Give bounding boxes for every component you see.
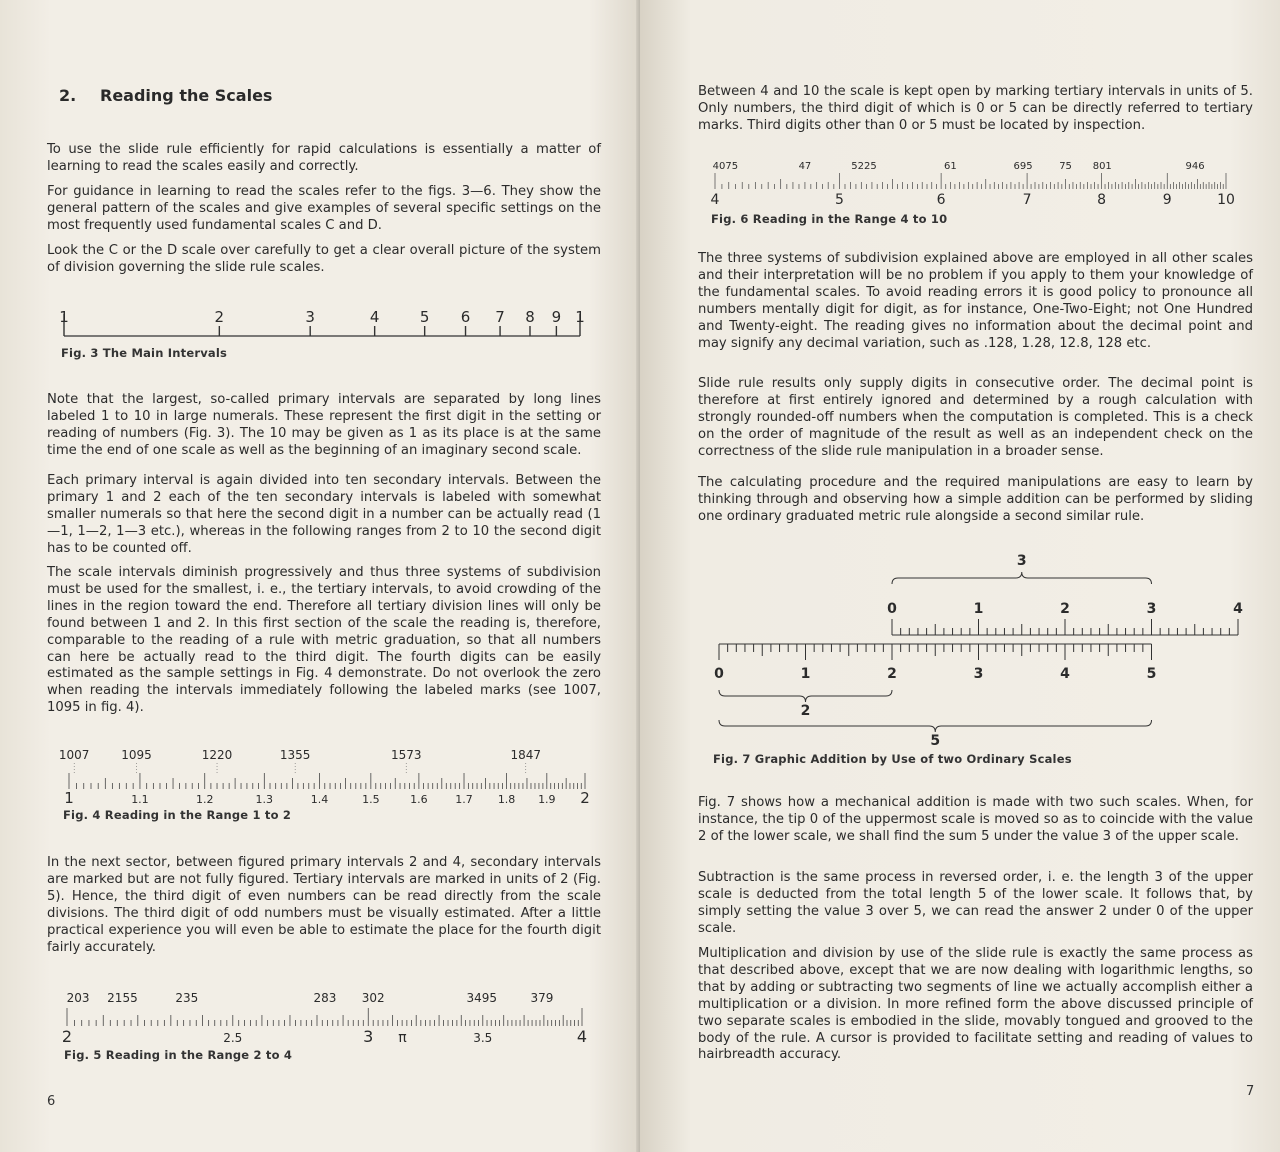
upper-scale-label: 3 [1146,601,1157,617]
sample-setting-label: 1095 [121,748,152,762]
section-title: Reading the Scales [100,86,273,105]
lower-scale-label: 2 [887,666,897,682]
sample-setting-label: 203 [66,991,90,1005]
scale-label: 8 [1097,192,1107,207]
scale-label: 2 [580,789,590,807]
scale-label: 1.1 [131,793,149,806]
figure-5-caption: Fig. 5 Reading in the Range 2 to 4 [64,1048,293,1062]
primary-label: 8 [525,308,535,326]
scale-label: 1.8 [497,793,516,806]
upper-scale-label: 2 [1060,601,1070,617]
brace-upper-length-3 [892,572,1152,584]
scale-label: 3 [363,1027,374,1046]
scale-label: 1.4 [310,793,329,806]
primary-label: 2 [214,308,225,326]
lower-scale-label: 3 [973,666,984,682]
primary-label: 6 [460,308,471,326]
lower-scale-label: 5 [1146,666,1157,682]
paragraph: For guidance in learning to read the scales refer to the figs. 3—6. They show the general pattern of the scales and give examples of several specific settings on the most frequently used fundamental scales C and D. [47,184,601,233]
lower-scale-label: 4 [1060,666,1070,682]
sample-setting-label: 695 [1013,161,1033,172]
paragraph: Note that the largest, so-called primary intervals are separated by long lines labeled 1 to 10 in large numerals. These represent the first digit in the setting or reading of numbers (Fig. 3). The 10 may be given as 1 as its place is at the same time the end of one scale as well as the beginning of an imaginary second scale. [47,392,601,458]
sample-setting-label: 302 [361,991,385,1005]
figure-6-caption: Fig. 6 Reading in the Range 4 to 10 [711,212,948,226]
paragraph: The three systems of subdivision explained above are employed in all other scales and their interpretation will be no problem if you apply to them your knowledge of the fundamental scales. To avoid reading errors it is good policy to pronounce all numbers mentally digit for digit, as for instance, One-Two-Eight; not One Hundred and Twenty-eight. The reading gives no information about the decimal point and may signify any decimal variation, such as .128, 1.28, 12.8, 128 etc. [698,251,1253,351]
figure-3-main-intervals [40,300,600,348]
scale-label: 9 [1162,192,1172,207]
primary-label: 9 [551,308,562,326]
page-number: 6 [47,1094,56,1109]
figure-4-caption: Fig. 4 Reading in the Range 1 to 2 [63,808,292,822]
page-7 [640,0,1280,1152]
brace-label-5: 5 [930,733,941,748]
paragraph: In the next sector, between figured primary intervals 2 and 4, secondary intervals are marked but are not fully figured. Tertiary intervals are marked in units of 2 (Fig. 5). Hence, the third digit of even numbers can be read directly from the scale divisions. The third digit of odd numbers must be visually estimated. After a little practical experience you will even be able to estimate the place for the fourth digit fairly accurately. [47,855,601,955]
scale-label: 2.5 [223,1031,243,1045]
scale-label: 10 [1217,192,1235,207]
primary-label: 4 [369,308,380,326]
upper-scale-label: 0 [887,601,897,617]
scale-label: 1.3 [255,793,274,806]
brace-total-length-5 [719,720,1152,732]
upper-scale-label: 4 [1233,601,1243,617]
scale-label: 1.9 [538,793,556,806]
paragraph: The calculating procedure and the required manipulations are easy to learn by thinking through and observing how a simple addition can be performed by sliding one ordinary graduated metric rule alongside a second similar rule. [698,475,1253,524]
scale-label: 5 [834,192,844,207]
brace-label-2: 2 [800,703,811,719]
sample-setting-label: 5225 [851,161,877,172]
scale-label: 1.6 [410,793,428,806]
sample-setting-label: 3495 [466,991,497,1005]
paragraph: Slide rule results only supply digits in consecutive order. The decimal point is therefore at first entirely ignored and determined by a rough calculation with strongly rounded-off numbers when the computation is completed. This is a check on the order of magnitude of the result as well as an independent check on the correctness of the slide rule manipulation in a broader sense. [698,376,1253,459]
paragraph: Multiplication and division by use of the slide rule is exactly the same process as that described above, except that we are now dealing with logarithmic lengths, so that by adding or subtracting two segments of line we actually accomplish either a multiplication or a division. In more refined form the above discussed principle of two separate scales is embodied in the slide, movably tongued and grooved to the body of the rule. A cursor is provided to facilitate setting and reading of values to hairbreadth accuracy. [698,946,1253,1063]
upper-scale-label: 1 [973,601,984,617]
primary-label: 3 [305,308,315,326]
sample-setting-label: 4075 [712,161,739,172]
scale-label: π [398,1030,407,1046]
primary-label: 7 [495,308,505,326]
sample-setting-label: 1220 [201,748,233,762]
scale-label: 4 [710,192,720,207]
scale-label: 4 [576,1027,588,1046]
sample-setting-label: 1007 [58,748,90,762]
sample-setting-label: 75 [1059,161,1072,172]
paragraph: Fig. 7 shows how a mechanical addition is made with two such scales. When, for instance, the tip 0 of the uppermost scale is moved so as to coincide with the value 2 of the lower scale, we shall find the sum 5 under the value 3 of the upper scale. [698,795,1253,844]
paragraph: Look the C or the D scale over carefully to get a clear overall picture of the system of division governing the slide rule scales. [47,243,601,275]
sample-setting-label: 2155 [107,991,138,1005]
scale-label: 1.7 [455,793,473,806]
sample-setting-label: 61 [943,161,957,172]
page-number: 7 [1246,1084,1255,1099]
sample-setting-label: 946 [1185,161,1205,172]
paragraph: To use the slide rule efficiently for rapid calculations is essentially a matter of learning to read the scales easily and correctly. [47,142,601,174]
paragraph: The scale intervals diminish progressively and thus three systems of subdivision must be used for the smallest, i. e., the tertiary intervals, to avoid crowding of the lines in the region toward the end. Therefore all tertiary division lines will only be found between 1 and 2. In this first section of the scale the reading is, therefore, comparable to the reading of a rule with metric graduation, so that all numbers can here be actually read to the third digit. The fourth digits can be easily estimated as the sample settings in Fig. 4 demonstrate. Do not overlook the zero when reading the intervals immediately following the labeled marks (see 1007, 1095 in fig. 4). [47,565,601,716]
section-heading [59,86,272,105]
figure-3-caption: Fig. 3 The Main Intervals [61,346,228,360]
section-number: 2. [59,86,77,105]
sample-setting-label: 1573 [390,748,422,762]
figure-7-graphic-addition [700,548,1260,748]
sample-setting-label: 235 [175,991,199,1005]
sample-setting-label: 1355 [279,748,311,762]
scale-label: 2 [61,1027,73,1046]
scale-label: 6 [936,192,946,207]
figure-7-caption: Fig. 7 Graphic Addition by Use of two Ordinary Scales [713,752,1072,766]
primary-label: 5 [419,308,430,326]
sample-setting-label: 283 [313,991,337,1005]
figure-5-range-2-to-4 [40,988,610,1048]
paragraph: Between 4 and 10 the scale is kept open by marking tertiary intervals in units of 5. Only numbers, the third digit of which is 0 or 5 can be directly referred to tertiary marks. Third digits other than 0 or 5 must be located by inspection. [698,84,1253,133]
scale-label: 7 [1022,192,1032,207]
brace-lower-length-2 [719,690,892,702]
sample-setting-label: 1847 [510,748,542,762]
scale-label: 3.5 [473,1031,493,1045]
primary-label: 1 [575,308,585,326]
paragraph: Subtraction is the same process in reversed order, i. e. the length 3 of the upper scale is deducted from the total length 5 of the lower scale. It follows that, by simply setting the value 3 over 5, we can read the answer 2 under 0 of the upper scale. [698,870,1253,936]
scale-label: 1.2 [195,793,214,806]
lower-scale-label: 0 [714,666,724,682]
scale-label: 1 [64,789,74,807]
scale-label: 1.5 [362,793,380,806]
sample-setting-label: 47 [798,161,812,172]
sample-setting-label: 379 [530,991,554,1005]
sample-setting-label: 801 [1092,161,1112,172]
figure-4-range-1-to-2 [40,745,610,807]
lower-scale-label: 1 [800,666,811,682]
brace-label-3: 3 [1016,553,1027,569]
primary-label: 1 [59,308,69,326]
figure-6-range-4-to-10 [700,157,1260,207]
paragraph: Each primary interval is again divided into ten secondary intervals. Between the primary 1 and 2 each of the ten secondary intervals is labeled with somewhat smaller numerals so that here the second digit in a number can be actually read (1—1, 1—2, 1—3 etc.), whereas in the following ranges from 2 to 10 the second digit has to be counted off. [47,473,601,556]
